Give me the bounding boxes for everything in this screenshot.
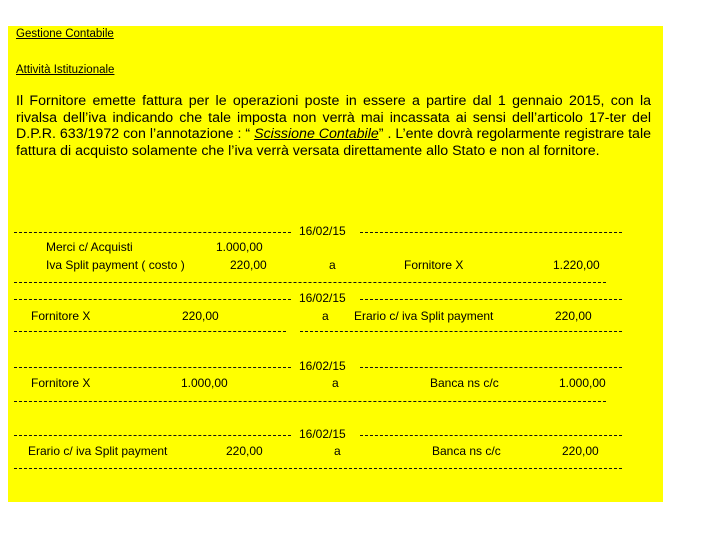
entry-date: 16/02/15 [299,427,346,441]
paragraph-text-end: ” . L’ente dovrà regolarmente registrare tale fattura di acquisto solamente che l’iva verrà versata direttamente allo Stato e non al fornitore. [16,126,651,159]
credit-account: Banca ns c/c [432,444,501,458]
separator-line [360,435,622,436]
paragraph-text-start: Il Fornitore emette fattura per le operazioni poste in essere a partire dal 1 gennaio 2015, con la rivalsa dell’iva indicando che tale imposta non verrà mai incassata ai sensi dell’articolo 17-ter del D.P.R. 633/1972 con l’annotazione : “ [16,93,651,143]
separator-line [14,282,606,283]
connector-a: a [322,309,329,323]
debit-account: Merci c/ Acquisti [46,240,133,254]
description-paragraph [16,93,651,159]
separator-line [14,435,291,436]
debit-account: Fornitore X [31,376,91,390]
annotation-quote: Scissione Contabile [254,126,379,143]
debit-amount: 1.000,00 [216,240,263,254]
credit-amount: 220,00 [555,309,592,323]
credit-amount: 220,00 [562,444,599,458]
section-subtitle: Attività Istituzionale [16,64,115,76]
debit-amount: 220,00 [230,258,267,272]
credit-account: Fornitore X [404,258,464,272]
separator-line [300,331,622,332]
connector-a: a [332,376,339,390]
separator-line [360,299,622,300]
credit-amount: 1.000,00 [559,376,606,390]
separator-line [360,232,622,233]
debit-amount: 1.000,00 [181,376,228,390]
debit-account: Iva Split payment ( costo ) [46,258,185,272]
separator-line [360,367,622,368]
credit-amount: 1.220,00 [553,258,600,272]
debit-account: Fornitore X [31,309,91,323]
page-title: Gestione Contabile [16,28,114,40]
separator-line [14,232,291,233]
separator-line [14,367,291,368]
entry-date: 16/02/15 [299,291,346,305]
separator-line [14,468,622,469]
connector-a: a [329,258,336,272]
separator-line [14,331,286,332]
separator-line [14,401,606,402]
separator-line [14,299,291,300]
entry-date: 16/02/15 [299,359,346,373]
connector-a: a [334,444,341,458]
credit-account: Erario c/ iva Split payment [354,309,494,323]
credit-account: Banca ns c/c [430,376,499,390]
debit-amount: 220,00 [182,309,219,323]
debit-amount: 220,00 [226,444,263,458]
slide-background [8,26,663,502]
entry-date: 16/02/15 [299,224,346,238]
debit-account: Erario c/ iva Split payment [28,444,168,458]
